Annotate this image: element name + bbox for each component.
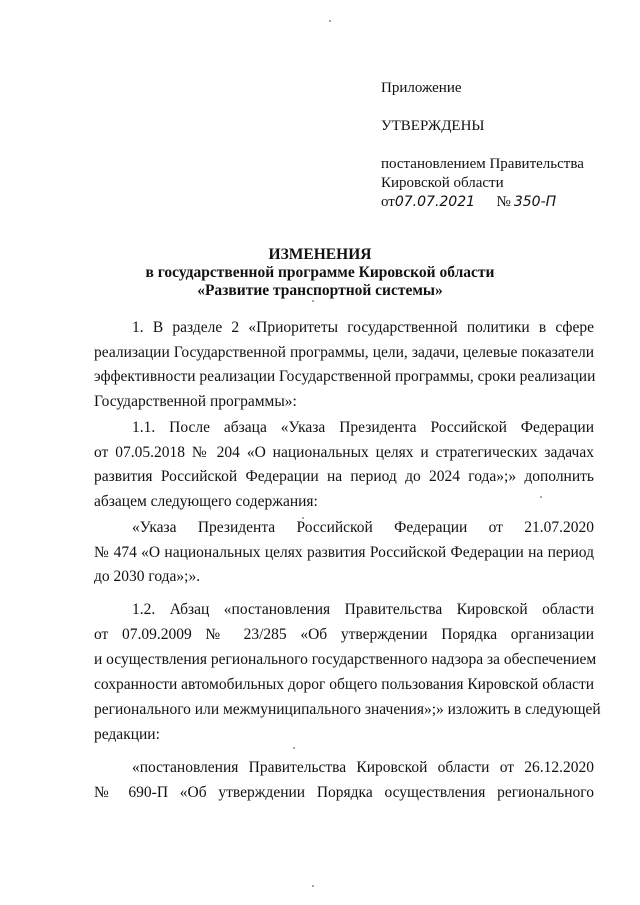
date-prefix: от [381, 194, 395, 210]
paragraph-line: регионального или межмуниципального значения»;» изложить в следующей [94, 701, 601, 718]
scan-speck [302, 517, 304, 519]
paragraph-line: от 07.05.2018 № 204 «О национальных целях и стратегических задачах [94, 444, 594, 461]
paragraph-line: до 2030 года»;». [94, 568, 201, 585]
paragraph-line: Государственной программы»: [94, 393, 297, 410]
region-label: Кировской области [381, 175, 504, 191]
paragraph-line: 1.2. Абзац «постановления Правительства Кировской области [132, 601, 594, 618]
scan-speck [540, 496, 542, 498]
scan-speck [329, 20, 331, 22]
paragraph-line: № 474 «О национальных целях развития Российской Федерации на период [94, 544, 594, 561]
document-title: ИЗМЕНЕНИЯ [268, 246, 372, 263]
paragraph-line: 1.1. После абзаца «Указа Президента Российской Федерации [132, 419, 594, 436]
paragraph-line: абзацем следующего содержания: [94, 493, 318, 510]
document-subtitle-line1: в государственной программе Кировской области [145, 264, 495, 281]
paragraph-line: редакции: [94, 726, 160, 743]
number-prefix: № [496, 194, 511, 210]
paragraph-line: реализации Государственной программы, цели, задачи, целевые показатели [94, 344, 594, 361]
handwritten-number: 350-П [513, 194, 557, 210]
scan-speck [312, 300, 314, 302]
paragraph-line: эффективности реализации Государственной программы, сроки реализации [94, 368, 596, 385]
paragraph-line: 1. В разделе 2 «Приоритеты государственной политики в сфере [132, 319, 594, 336]
paragraph-line: от 07.09.2009 № 23/285 «Об утверждении Порядка организации [94, 626, 594, 643]
approved-label: УТВЕРЖДЕНЫ [381, 118, 485, 134]
paragraph-line: и осуществления регионального государственного надзора за обеспечением [94, 651, 597, 668]
paragraph-line: «Указа Президента Российской Федерации от 21.07.2020 [132, 519, 594, 536]
handwritten-date: 07.07.2021 [394, 194, 476, 210]
paragraph-line: сохранности автомобильных дорог общего пользования Кировской области [94, 676, 595, 693]
document-subtitle-line2: «Развитие транспортной системы» [197, 282, 443, 299]
scan-speck [293, 747, 295, 749]
resolution-label: постановлением Правительства [381, 156, 584, 172]
paragraph-line: № 690-П «Об утверждении Порядка осуществления регионального [94, 784, 594, 801]
scan-speck [312, 885, 314, 887]
paragraph-line: «постановления Правительства Кировской области от 26.12.2020 [132, 759, 594, 776]
appendix-label: Приложение [381, 80, 462, 96]
date-number-line [381, 192, 556, 212]
paragraph-line: развития Российской Федерации на период до 2024 года»;» дополнить [94, 468, 594, 485]
